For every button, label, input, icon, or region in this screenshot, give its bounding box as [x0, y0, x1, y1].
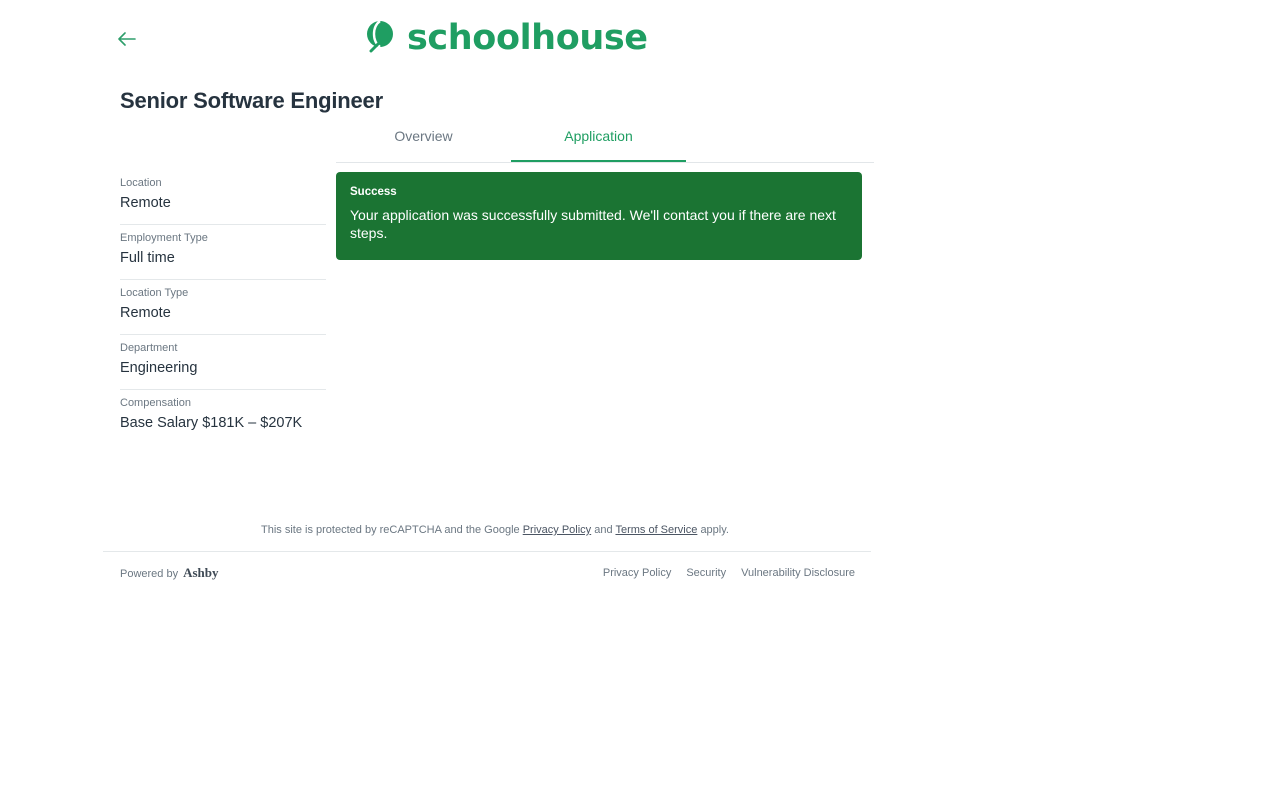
recaptcha-suffix: apply.: [700, 524, 729, 536]
tab-bar: [336, 128, 874, 163]
footer-link-privacy-policy[interactable]: Privacy Policy: [602, 567, 672, 579]
detail-row: [120, 335, 326, 390]
detail-label: Employment Type: [120, 232, 208, 244]
detail-label: Department: [120, 342, 178, 354]
powered-by-label: Powered by: [120, 568, 179, 580]
powered-by[interactable]: [120, 565, 219, 581]
ashby-logo: Ashby: [183, 565, 219, 580]
detail-value: Base Salary $181K – $207K: [120, 415, 303, 431]
detail-label: Compensation: [120, 397, 191, 409]
brand-name: schoolhouse: [407, 17, 648, 58]
footer-links: [603, 567, 855, 579]
recaptcha-notice: [120, 524, 870, 536]
detail-value: Full time: [120, 250, 175, 266]
detail-label: Location: [120, 177, 162, 189]
detail-value: Remote: [120, 195, 171, 211]
success-alert: [336, 172, 862, 260]
recaptcha-privacy-link[interactable]: Privacy Policy: [522, 524, 592, 536]
footer-link-vulnerability-disclosure[interactable]: Vulnerability Disclosure: [741, 567, 855, 579]
tab-application[interactable]: Application: [511, 128, 686, 162]
job-details-list: [120, 170, 326, 444]
alert-message: Your application was successfully submitted. We'll contact you if there are next steps.: [350, 207, 836, 242]
arrow-left-icon: [117, 31, 137, 47]
detail-row: [120, 170, 326, 225]
recaptcha-prefix: This site is protected by reCAPTCHA and the Google: [261, 524, 520, 536]
detail-value: Engineering: [120, 360, 198, 376]
recaptcha-terms-link[interactable]: Terms of Service: [615, 524, 698, 536]
globe-icon: [363, 18, 397, 58]
tab-overview[interactable]: Overview: [394, 128, 453, 144]
detail-row: [120, 390, 326, 444]
detail-label: Location Type: [120, 287, 189, 299]
back-button[interactable]: [113, 25, 141, 53]
footer-divider: [103, 551, 871, 552]
detail-row: [120, 280, 326, 335]
detail-value: Remote: [120, 305, 171, 321]
footer: [120, 565, 855, 581]
alert-title: Success: [350, 186, 397, 198]
brand-logo[interactable]: [363, 18, 648, 58]
recaptcha-conjunction: and: [594, 524, 613, 536]
footer-link-security[interactable]: Security: [686, 567, 727, 579]
page-title: Senior Software Engineer: [120, 88, 383, 113]
detail-row: [120, 225, 326, 280]
